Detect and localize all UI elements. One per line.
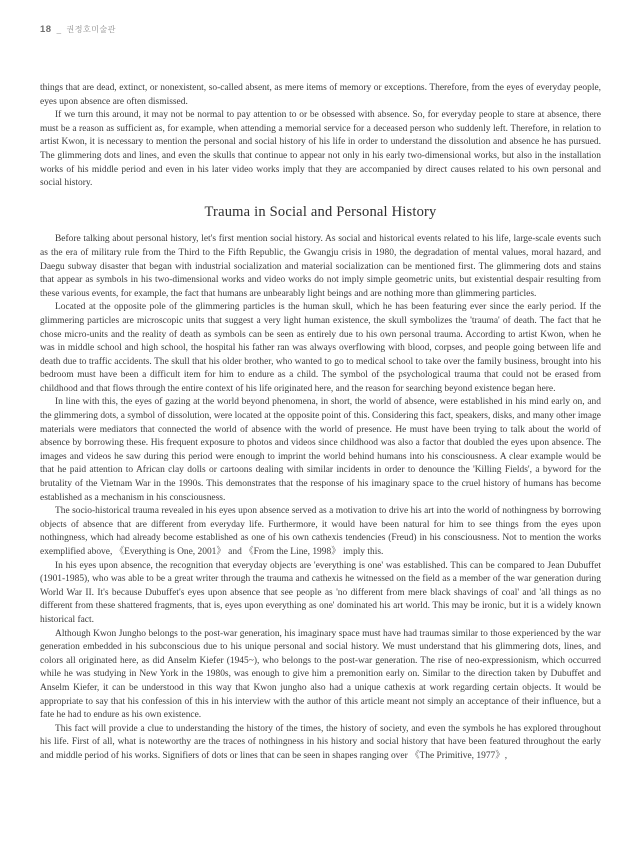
header-separator: _ [56,25,62,34]
body-paragraph: Located at the opposite pole of the glimmering particles is the human skull, which he has been featuring ever since the early period. If the glimmering particles are microscopic units that suggest a very light human existence, the skull symbolizes the 'trauma' of death. The fact that he chose micro-units and the reality of death as symbols can be seen as entirely due to his own personal trauma. According to artist Kwon, when he was in middle school and high school, the hospital his father ran was always overflowing with blood, corpses, and people going between life and death due to traffic accidents. The skull that his older brother, who wanted to go to medical school to take over the family business, brought into his bedroom must have been a difficult item for him to endure as a child. The symbol of the psychological trauma that could not be erased from childhood and that flows through the entire context of his life originated here, and the reason for searching beyond existence began here. [40,302,601,394]
body-paragraph: things that are dead, extinct, or nonexistent, so-called absent, as mere items of memory or exceptions. Therefore, from the eyes of everyday people, eyes upon absence are often dismissed. [40,83,601,107]
body-paragraph: Before talking about personal history, let's first mention social history. As social and historical events related to his life, large-scale events such as the era of military rule from the Third to the Fifth Republic, the Gwangju crisis in 1980, the degradation of mental values, moral hazard, and Daegu subway disaster that began with industrial socialization and material socialization can be mentioned first. The glimmering dots and stains that appear as symbols in his two-dimensional works and video works do not imply simple geometric units, but existential despair resulting from these various events, for example, the fact that humans are unbearably light beings and are nothing more than glimmering particles. [40,234,601,299]
section-heading: Trauma in Social and Personal History [204,203,437,220]
header-site-title: 권정호미술관 [66,25,116,34]
body-paragraph: The socio-historical trauma revealed in his eyes upon absence served as a motivation to drive his art into the world of nothingness by borrowing objects of absence that are different from everyday life. Furthermore, it would have been natural for him to see things from the eyes upon nothingness, which had already become established as one of his own cathexis tendencies (Freud) in his consciousness. Not to mention the works exemplified above, 《Everything is One, 2001》 and 《From the Line, 1998》 imply this. [40,506,601,557]
body-paragraph: If we turn this around, it may not be normal to pay attention to or be obsessed with absence. So, for everyday people to stare at absence, there must be a reason as sufficient as, for example, when attending a memorial service for a deceased person who suddenly left. Therefore, in relation to artist Kwon, it is necessary to mention the personal and social history of his life in order to understand the dissolution and absence he has pursued. The glimmering dots and lines, and even the skulls that continue to appear not only in his early two-dimensional works, but also in the installation works of his middle period and even in his later video works imply that they are accompanied by direct causes related to his own personal and social history. [40,110,601,189]
page-header [40,24,116,35]
body-paragraph: This fact will provide a clue to understanding the history of the times, the history of society, and even the symbols he has explored throughout his life. First of all, what is noteworthy are the traces of nothingness in his history and social history that have been featured throughout the early and middle period of his works. Signifiers of dots or lines that can be seen in shapes ranging over 《The Primitive, 1977》, [40,723,601,761]
body-paragraph: In his eyes upon absence, the recognition that everyday objects are 'everything is one' was established. This can be compared to Jean Dubuffet (1901-1985), who was able to be a great writer through the trauma and cathexis he witnessed on the field as a member of the war generation during World War II. It's because Dubuffet's eyes upon absence that see people as 'no different from mere black shavings of coal' and 'all things as no different from these shattered fragments, that is, eyes upon everything as one' dominated his art world. This may be ironic, but it is a widely known historical fact. [40,560,601,625]
page-number: 18 [40,24,52,35]
body-paragraph: Although Kwon Jungho belongs to the post-war generation, his imaginary space must have had traumas similar to those experienced by the war generation embedded in his subconscious due to his unique personal and social history. We must understand that his glimmering dots, lines, and colors all originated here, as did Anselm Kiefer (1945~), who belongs to the post-war generation. The rise of neo-expressionism, which occurred while he was studying in New York in the 1980s, was enough to give him a premonition early on. Similar to the direction taken by Dubuffet and Anselm Kiefer, it can be understood in this way that Kwon jungho also had a unique cathexis at work regarding certain objects. It would be appropriate to say that his confession of this in his interview with the author of this article meant not simply an acceptance of their influence, but a fate he had to endure as his own existence. [40,628,601,721]
article-body [40,82,601,764]
body-paragraph: In line with this, the eyes of gazing at the world beyond phenomena, in short, the world of absence, were established in his mind early on, and the glimmering dots, a symbol of dissolution, were located at the opposite point of this. Considering this fact, speakers, disks, and many other image materials were mediators that connected the world of absence with the world of presence. He must have been trying to talk about the world of absence by borrowing these. His frequent exposure to photos and videos since childhood was also a factor that doubled the eyes upon absence. The images and videos he saw during this period were enough to imprint the world behind humans into his consciousness. A clear example would be that he paid attention to African clay dolls or cartoons dealing with similar incidents in order to denounce the 'Killing Fields', a byword for the brutality of the Vietnam War in the 1990s. This demonstrates that the response of his imaginary space to the cruel history of humans has become established as a mechanism in his consciousness. [40,397,601,503]
